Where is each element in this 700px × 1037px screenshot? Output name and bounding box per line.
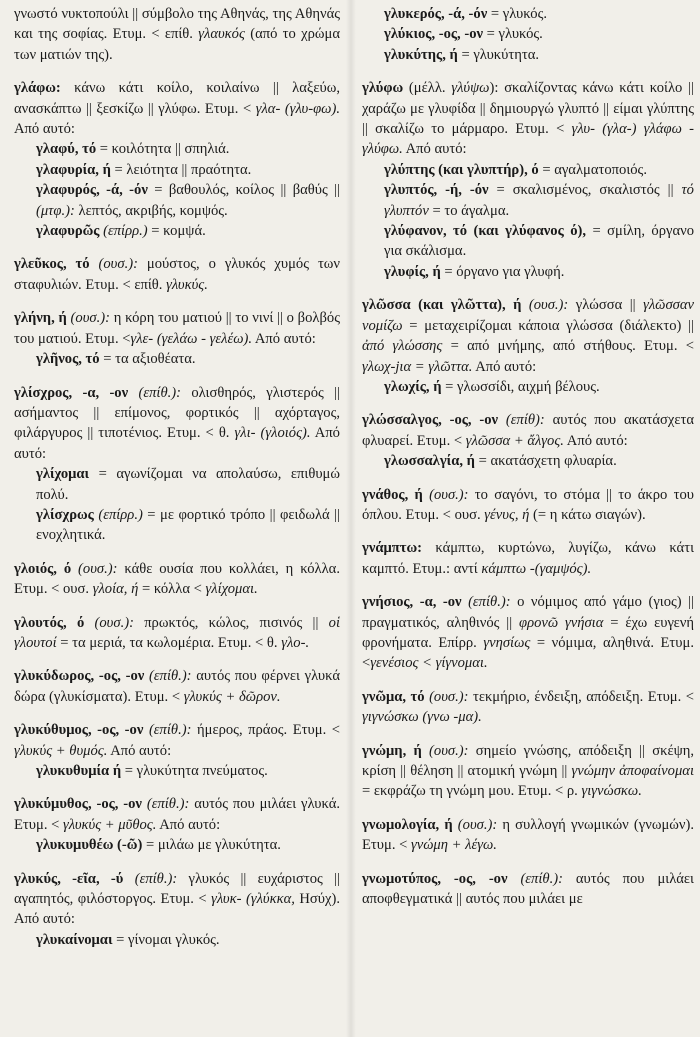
- dictionary-entry: [14, 559, 340, 600]
- subentry: [362, 262, 694, 282]
- definition-text: [128, 385, 138, 401]
- definition-text: κάθε ουσία που κολλάει, η κόλλα. Ετυμ. < ουσ.: [14, 560, 340, 598]
- italic-text: (επίθ.):: [146, 796, 190, 813]
- definition-text: Από αυτό:: [402, 141, 467, 158]
- definition-text: τεκμήριο, ένδειξη, απόδειξη. Ετυμ. <: [468, 688, 694, 705]
- headword: γλῆνος, τό: [36, 351, 100, 368]
- dictionary-entry: [362, 295, 694, 377]
- italic-text: γνησίως: [483, 634, 531, 651]
- definition-text: γλυκός || ευχάριστος || αγαπητός, φιλόστοργος. Ετυμ. <: [14, 870, 340, 908]
- headword: γνωμοτύπος, -ος, -ον: [362, 870, 508, 887]
- headword: γλίχομαι: [36, 466, 90, 483]
- headword: γλυκερός, -ά, -όν: [384, 6, 488, 22]
- dictionary-entry: [362, 687, 694, 728]
- definition-text: [508, 871, 521, 887]
- italic-text: γλο-.: [281, 634, 310, 651]
- definition-text: = τα μεριά, τα κωλομέρια. Ετυμ. < θ.: [56, 634, 282, 651]
- dictionary-entry: [14, 613, 340, 654]
- definition-text: η κόρη του ματιού || το νινί || ο βολβός του ματιού. Ετυμ. <: [14, 310, 340, 347]
- definition-text: = γλωσσίδι, αιχμή βέλους.: [441, 378, 600, 395]
- definition-text: ο νόμιμος από γάμο (γιος) || πραγματικός, αληθινός ||: [362, 594, 694, 631]
- italic-text: γλωχ-jια = γλῶττα.: [362, 358, 473, 375]
- headword: γνάμπτω:: [362, 540, 423, 557]
- italic-text: (επίθ.):: [149, 668, 192, 685]
- dictionary-entry: [14, 308, 340, 349]
- headword: γλυφίς, ή: [384, 263, 441, 280]
- dictionary-entry: [14, 254, 340, 295]
- italic-text: κάμπτω -(γαμψός).: [481, 560, 592, 577]
- italic-text: γλυκ- (γλύκκα,: [211, 891, 295, 908]
- definition-text: = βαθουλός, κοίλος || βαθύς ||: [147, 182, 340, 199]
- definition-text: σημείο γνώσης, απόδειξη || σκέψη, κρίση || θέληση || ατομική γνώμη ||: [362, 742, 694, 779]
- dictionary-entry: [14, 78, 340, 139]
- headword: γλυκυθυμία ή: [36, 763, 122, 779]
- italic-text: γιγνώσκω.: [581, 783, 642, 800]
- definition-text: Από αυτό:: [472, 358, 537, 375]
- definition-text: κάμπτω, κυρτώνω, λυγίζω, κάνω κάτι καμπτό. Ετυμ.: αντί: [362, 540, 694, 577]
- headword: γλαφυρός, -ά, -όν: [36, 182, 148, 199]
- definition-text: αυτός που ακατάσχετα φλυαρεί. Ετυμ. <: [362, 412, 694, 449]
- headword: γλυκύδωρος, -ος, -ον: [14, 668, 145, 685]
- left-column: [14, 4, 340, 963]
- italic-text: (ουσ.):: [429, 688, 469, 705]
- dictionary-entry: [362, 815, 694, 856]
- italic-text: (επίρρ.): [98, 506, 143, 523]
- definition-text: Ησύχ). Από αυτό:: [14, 891, 340, 928]
- definition-text: = σμίλη, όργανο για σκάλισμα.: [384, 223, 694, 260]
- italic-text: γλίχομαι.: [205, 581, 258, 598]
- definition-text: = τα αξιοθέατα.: [99, 351, 196, 368]
- italic-text: γνώμη + λέγω.: [411, 837, 497, 854]
- dictionary-entry: [14, 4, 340, 65]
- definition-text: (μέλλ.: [403, 80, 452, 97]
- subentry: [14, 505, 340, 546]
- italic-text: γλυκύς.: [166, 276, 208, 293]
- dictionary-entry: [14, 869, 340, 930]
- italic-text: (επίθ.):: [520, 870, 563, 887]
- headword: γλυπτός, -ή, -όν: [384, 182, 489, 199]
- italic-text: τό γλυπτόν: [384, 182, 694, 219]
- italic-text: (επίθ.):: [148, 722, 192, 739]
- headword: γλωσσαλγία, ή: [384, 453, 475, 470]
- italic-text: (ουσ.):: [98, 256, 138, 273]
- italic-text: γλε- (γελάω - γελέω).: [130, 330, 253, 347]
- definition-text: γλώσσα ||: [568, 297, 644, 314]
- italic-text: οἱ γλουτοί: [14, 614, 340, 651]
- italic-text: γλυκύς + μῦθος.: [63, 816, 157, 833]
- headword: γλαφυρία, ή: [36, 161, 111, 178]
- dictionary-entry: [362, 485, 694, 526]
- dictionary-entry: [362, 78, 694, 160]
- definition-text: ολισθηρός, γλιστερός || ασήμαντος || επίμονος, φορτικός || αχόρταγος, φιλάργυρος || τιποτένιος. Ετυμ. < θ.: [14, 384, 340, 442]
- definition-text: = το άγαλμα.: [428, 202, 510, 219]
- italic-text: (ουσ.):: [94, 614, 134, 631]
- page-gutter: [346, 0, 356, 1037]
- definition-text: = όργανο για γλυφή.: [440, 263, 565, 280]
- subentry: [362, 160, 694, 180]
- italic-text: γλυκύς + δῶρον.: [183, 688, 281, 705]
- headword: γλουτός, ό: [14, 614, 85, 631]
- italic-text: γλυ- (γλα-) γλάφω - γλύφω.: [362, 121, 694, 158]
- definition-text: = ακατάσχετη φλυαρία.: [474, 453, 617, 470]
- definition-text: = νόμιμα, αληθινά. Ετυμ. <: [362, 634, 694, 672]
- dictionary-entry: [14, 666, 340, 707]
- subentry: [14, 160, 340, 180]
- definition-text: = εκφράζω τη γνώμη μου. Ετυμ. < ρ.: [362, 783, 582, 800]
- definition-text: = αγωνίζομαι να απολαύσω, επιθυμώ πολύ.: [36, 466, 340, 503]
- italic-text: γλοία, ή: [92, 581, 139, 598]
- definition-text: = κόλλα <: [138, 581, 206, 598]
- italic-text: (επίρρ.): [103, 223, 148, 240]
- dictionary-entry: [362, 410, 694, 451]
- headword: γλῶσσα (και γλῶττα), ή: [362, 297, 522, 314]
- definition-text: αυτός που φέρνει γλυκά δώρα (γλυκίσματα). Ετυμ. <: [14, 668, 340, 705]
- definition-text: = με φορτικό τρόπο || φειδωλά || ενοχλητικά.: [36, 506, 340, 544]
- definition-text: ήμερος, πράος. Ετυμ. <: [191, 722, 341, 739]
- headword: γλυκύς, -εῖα, -ύ: [14, 870, 124, 887]
- italic-text: (επίθ):: [505, 412, 545, 429]
- definition-text: = γλυκύτητα.: [457, 46, 540, 63]
- italic-text: γλαυκός: [198, 26, 245, 43]
- headword: γλίσχρως: [36, 506, 94, 523]
- subentry: [362, 180, 694, 221]
- headword: γνάθος, ή: [362, 486, 423, 503]
- definition-text: = κοιλότητα || σπηλιά.: [96, 141, 230, 158]
- headword: γλυκύτης, ή: [384, 46, 458, 63]
- headword: γλύφανον, τό (και γλύφανος ό),: [384, 223, 587, 240]
- italic-text: (επίθ.):: [138, 384, 181, 401]
- definition-text: κάνω κάτι κοίλο, κοιλαίνω || λαξεύω, ανασκάπτω || ξεσκίζω || γλύφω. Ετυμ. <: [14, 80, 340, 117]
- dictionary-entry: [362, 741, 694, 802]
- definition-text: [422, 743, 429, 759]
- italic-text: φρονῶ γνήσια: [519, 614, 604, 631]
- subentry: [362, 451, 694, 471]
- headword: γλώσσαλγος, -ος, -ον: [362, 412, 499, 429]
- definition-text: αυτός που μιλάει γλυκά. Ετυμ. <: [14, 796, 340, 833]
- definition-text: μούστος, ο γλυκός χυμός των σταφυλιών. Ετυμ. < επίθ.: [14, 256, 341, 293]
- definition-text: [498, 412, 506, 428]
- definition-text: αυτός που μιλάει αποφθεγματικά || αυτός που μιλάει με: [362, 870, 694, 908]
- definition-text: = από μνήμης, από στήθους. Ετυμ. <: [442, 338, 694, 355]
- italic-text: γλύψω: [451, 80, 490, 97]
- definition-text: = αγαλματοποιός.: [538, 161, 647, 178]
- headword: γλίσχρος, -α, -ον: [14, 384, 129, 401]
- definition-text: γνωστό νυκτοπούλι || σύμβολο της Αθηνάς, της Αθηνάς και της σοφίας. Ετυμ. < επίθ.: [14, 6, 340, 43]
- headword: γλύπτης (και γλυπτήρ), ό: [384, 161, 539, 178]
- definition-text: [90, 256, 99, 272]
- definition-text: το σαγόνι, το στόμα || το άκρο του όπλου. Ετυμ. < ουσ.: [362, 486, 695, 523]
- headword: γλεῦκος, τό: [14, 256, 90, 273]
- headword: γλυκαίνομαι: [36, 931, 113, 948]
- italic-text: (ουσ.):: [429, 486, 469, 503]
- headword: γλύκιος, -ος, -ον: [384, 26, 484, 43]
- headword: γλωχίς, ή: [384, 378, 442, 395]
- subentry: [362, 24, 694, 44]
- definition-text: πρωκτός, κώλος, πισινός ||: [133, 614, 329, 631]
- italic-text: γλυκύς + θυμός.: [14, 742, 108, 759]
- definition-text: λεπτός, ακριβής, κομψός.: [74, 202, 228, 219]
- right-column: [362, 4, 694, 922]
- definition-text: [521, 297, 528, 313]
- subentry: [362, 377, 694, 397]
- subentry: [14, 349, 340, 369]
- definition-text: Από αυτό:: [252, 330, 316, 347]
- definition-text: (από το χρώμα των ματιών της).: [14, 26, 340, 63]
- definition-text: = σκαλισμένος, σκαλιστός ||: [488, 182, 682, 199]
- italic-text: γένυς, ή: [484, 506, 530, 523]
- headword: γνῶμα, τό: [362, 688, 425, 705]
- headword: γλοιός, ό: [14, 560, 72, 577]
- italic-text: (ουσ.):: [528, 297, 569, 314]
- italic-text: (μτφ.):: [36, 202, 75, 219]
- definition-text: = γίνομαι γλυκός.: [112, 931, 220, 948]
- subentry: [362, 221, 694, 262]
- definition-text: Από αυτό:: [14, 121, 75, 138]
- italic-text: (επίθ.):: [134, 870, 178, 887]
- subentry: [14, 930, 340, 950]
- subentry: [14, 835, 340, 855]
- definition-text: = μεταχειρίζομαι κάποια γλώσσα (διάλεκτο) ||: [402, 317, 694, 334]
- italic-text: (επίθ.):: [468, 594, 511, 611]
- definition-text: Από αυτό:: [156, 816, 221, 833]
- headword: γλήνη, ή: [14, 310, 67, 327]
- italic-text: γλῶσσα + ἄλγος.: [465, 432, 564, 449]
- italic-text: (ουσ.):: [457, 816, 498, 833]
- italic-text: (ουσ.):: [429, 742, 469, 759]
- dictionary-entry: [14, 794, 340, 835]
- headword: γλαφυρῶς: [36, 223, 100, 240]
- definition-text: = γλυκός.: [483, 26, 543, 43]
- subentry: [362, 45, 694, 65]
- italic-text: γενέσιος < γίγνομαι.: [370, 655, 488, 672]
- definition-text: Από αυτό:: [14, 425, 340, 462]
- headword: γνωμολογία, ή: [362, 816, 453, 833]
- headword: γλάφω:: [14, 80, 61, 97]
- headword: γλαφύ, τό: [36, 141, 97, 158]
- definition-text: [84, 615, 94, 631]
- italic-text: (ουσ.):: [78, 560, 118, 577]
- dictionary-entry: [14, 383, 340, 465]
- subentry: [14, 761, 340, 781]
- dictionary-entry: [362, 538, 694, 579]
- definition-text: = μιλάω με γλυκύτητα.: [142, 837, 281, 854]
- dictionary-entry: [14, 720, 340, 761]
- definition-text: = κομψά.: [147, 223, 206, 240]
- italic-text: (ουσ.):: [70, 310, 110, 327]
- definition-text: (= η κάτω σιαγών).: [529, 506, 646, 523]
- subentry: [14, 464, 340, 505]
- headword: γλυκύμυθος, -ος, -ον: [14, 796, 142, 813]
- definition-text: [123, 871, 134, 887]
- subentry: [14, 221, 340, 241]
- definition-text: = έχω ευγενή φρονήματα. Επίρρ.: [362, 614, 695, 651]
- headword: γλυκύθυμος, -ος, -ον: [14, 722, 144, 739]
- italic-text: ἀπό γλώσσης: [362, 338, 443, 355]
- definition-text: = γλυκύτητα πνεύματος.: [121, 763, 268, 779]
- definition-text: η συλλογή γνωμικών (γνωμών). Ετυμ. <: [362, 816, 694, 854]
- italic-text: γλα- (γλυ-φω).: [255, 100, 340, 117]
- subentry: [14, 180, 340, 221]
- headword: γλύφω: [362, 80, 404, 97]
- definition-text: = γλυκός.: [487, 6, 548, 22]
- definition-text: Από αυτό:: [107, 742, 172, 759]
- dictionary-entry: [362, 592, 694, 674]
- dictionary-entry: [362, 869, 694, 910]
- headword: γνώμη, ή: [362, 742, 422, 759]
- definition-text: [71, 561, 78, 577]
- italic-text: γλι- (γλοιός).: [234, 425, 311, 442]
- headword: γνήσιος, -α, -ον: [362, 594, 462, 611]
- definition-text: ): σκαλίζοντας κάνω κάτι κοίλο || χαράζω με γλυφίδα || δημιουργώ γλυπτό || είμαι γλύπτης || σκαλίζω το μάρμαρο. Ετυμ. <: [362, 80, 694, 138]
- subentry: [14, 139, 340, 159]
- headword: γλυκυμυθέω (-ῶ): [36, 837, 143, 854]
- italic-text: γνώμην ἀποφαίνομαι: [571, 763, 694, 779]
- definition-text: = λειότητα || πραότητα.: [110, 161, 252, 178]
- subentry: [362, 4, 694, 24]
- definition-text: Από αυτό:: [563, 432, 628, 449]
- italic-text: γιγνώσκω (γνω -μα).: [362, 709, 482, 726]
- italic-text: γλῶσσαν νομίζω: [362, 297, 694, 334]
